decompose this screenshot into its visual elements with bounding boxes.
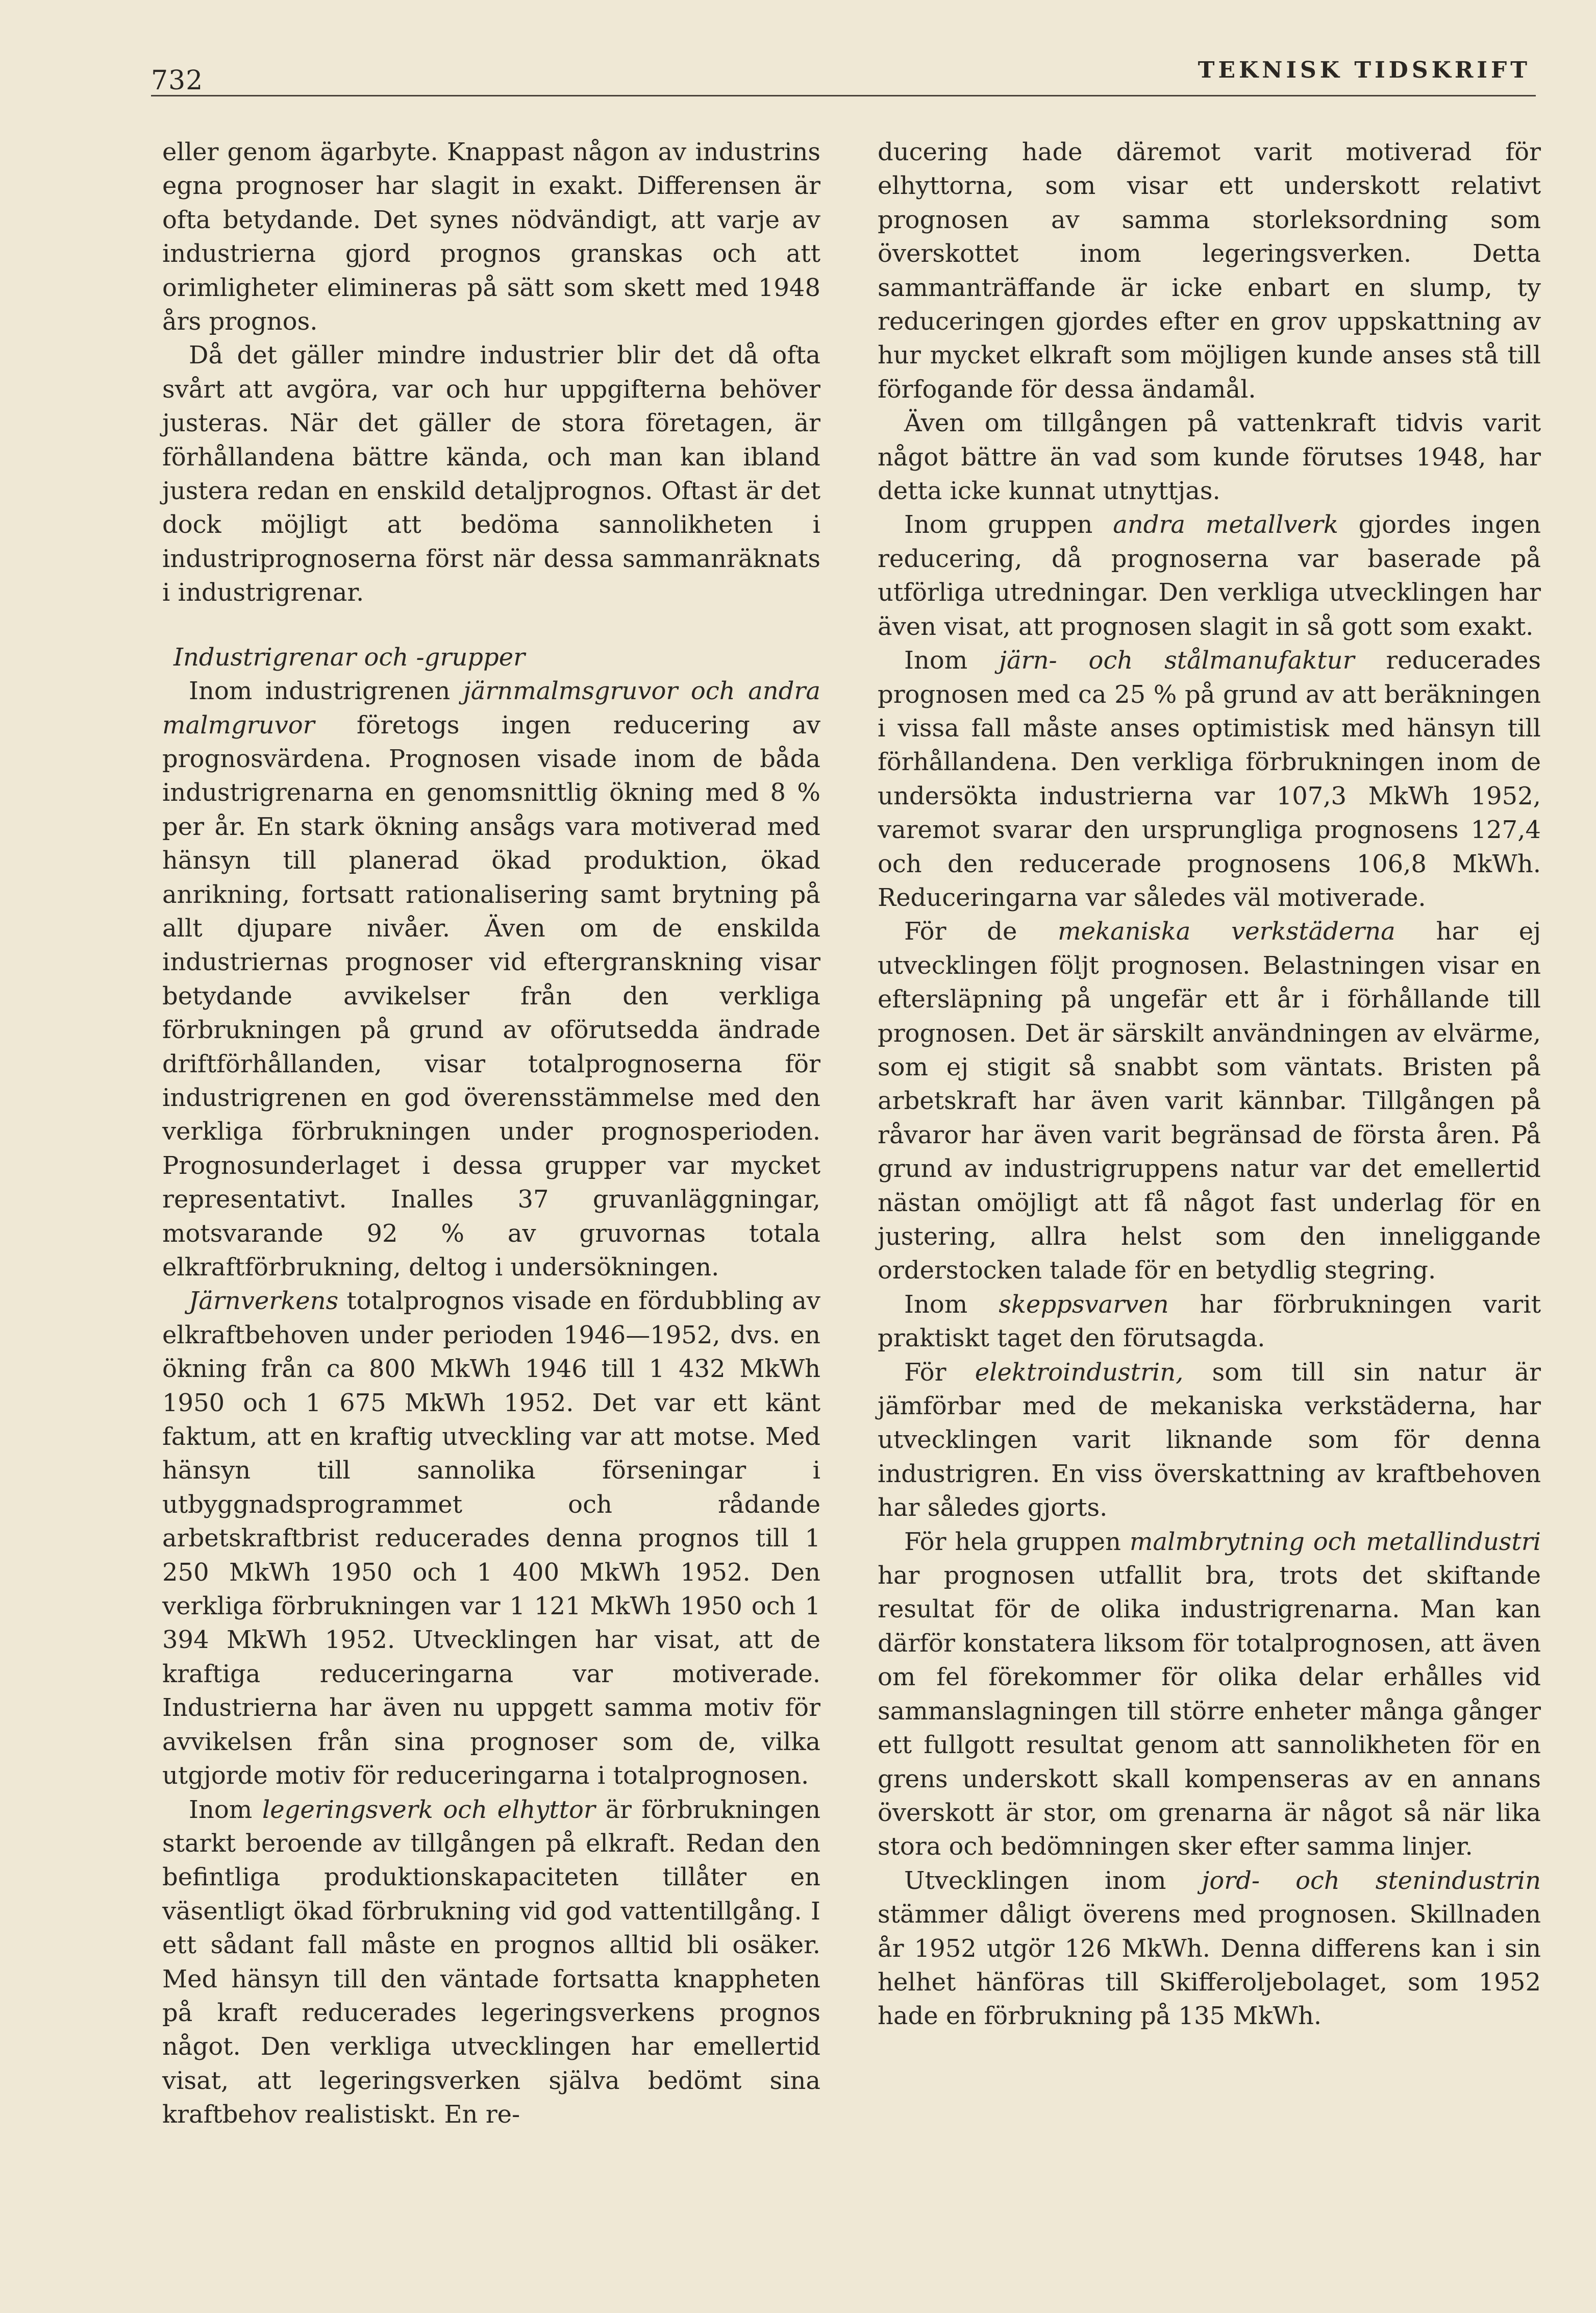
journal-title: TEKNISK TIDSKRIFT [1198, 57, 1531, 83]
paragraph: Inom gruppen andra metallverk gjordes ingen reducering, då prognoserna var baserade på utförliga utredningar. Den verkliga utvecklingen har även visat, att prognosen slagit in så gott som exakt. [878, 510, 1541, 641]
paragraph: För elektroindustrin, som till sin natur är jämförbar med de mekaniska verkstäderna, har utvecklingen varit liknande som för denna industrigren. En viss överskattning av kraftbehoven har således gjorts. [878, 1358, 1541, 1522]
right-column [878, 135, 1541, 2033]
section-heading: Industrigrenar och -grupper [173, 643, 526, 672]
header-rule [151, 95, 1536, 96]
page-number: 732 [151, 65, 204, 96]
paragraph: Inom järn- och stålmanufaktur reducerades prognosen med ca 25 % på grund av att beräkningen i vissa fall måste anses optimistisk med hänsyn till förhållandena. Den verkliga förbrukningen inom de undersökta industrierna var 107,3 MkWh 1952, varemot svarar den ursprungliga prognosens 127,4 och den reducerade prognosens 106,8 MkWh. Reduceringarna var således väl motiverade. [878, 646, 1541, 912]
paragraph: eller genom ägarbyte. Knappast någon av industrins egna prognoser har slagit in exakt. Differensen är ofta betydande. Det synes nödvändigt, att varje av industrierna gjord prognos granskas och att orimligheter elimineras på sätt som skett med 1948 års prognos. [162, 138, 820, 336]
paragraph: Järnverkens totalprognos visade en fördubbling av elkraftbehoven under perioden 1946—1952, dvs. en ökning från ca 800 MkWh 1946 till 1 432 MkWh 1950 och 1 675 MkWh 1952. Det var ett känt faktum, att en kraftig utveckling var att motse. Med hänsyn till sannolika förseningar i utbyggnadsprogrammet och rådande arbetskraftbrist reducerades denna prognos till 1 250 MkWh 1950 och 1 400 MkWh 1952. Den verkliga förbrukningen var 1 121 MkWh 1950 och 1 394 MkWh 1952. Utvecklingen har visat, att de kraftiga reduceringarna var motiverade. Industrierna har även nu uppgett samma motiv för avvikelsen från sina prognoser som de, vilka utgjorde motiv för reduceringarna i totalprognosen. [162, 1287, 820, 1790]
paragraph: För de mekaniska verkstäderna har ej utvecklingen följt prognosen. Belastningen visar en eftersläpning på ungefär ett år i förhållande till prognosen. Det är särskilt användningen av elvärme, som ej stigit så snabbt som väntats. Bristen på arbetskraft har även varit kännbar. Tillgången på råvaror har även varit begränsad de första åren. På grund av industrigruppens natur var det emellertid nästan omöjligt att få något fast underlag för en justering, allra helst som den inneliggande orderstocken talade för en betydlig stegring. [878, 917, 1541, 1285]
paragraph: Även om tillgången på vattenkraft tidvis varit något bättre än vad som kunde förutses 1948, har detta icke kunnat utnyttjas. [878, 409, 1541, 506]
paragraph: Inom skeppsvarven har förbrukningen varit praktiskt taget den förutsagda. [878, 1290, 1541, 1353]
paragraph: Då det gäller mindre industrier blir det då ofta svårt att avgöra, var och hur uppgifterna behöver justeras. När det gäller de stora företagen, är förhållandena bättre kända, och man kan ibland justera redan en enskild detaljprognos. Oftast är det dock möjligt att bedöma sannolikheten i industriprognoserna först när dessa sammanräknats i industrigrenar. [162, 341, 820, 607]
paragraph: ducering hade däremot varit motiverad för elhyttorna, som visar ett underskott relativt prognosen av samma storleksordning som överskottet inom legeringsverken. Detta sammanträffande är icke enbart en slump, ty reduceringen gjordes efter en grov uppskattning av hur mycket elkraft som möjligen kunde anses stå till förfogande för dessa ändamål. [878, 138, 1541, 404]
paragraph: Inom legeringsverk och elhyttor är förbrukningen starkt beroende av tillgången på elkraft. Redan den befintliga produktionskapaciteten tillåter en väsentligt ökad förbrukning vid god vattentillgång. I ett sådant fall måste en prognos alltid bli osäker. Med hänsyn till den väntade fortsatta knappheten på kraft reducerades legeringsverkens prognos något. Den verkliga utvecklingen har emellertid visat, att legeringsverken själva bedömt sina kraftbehov realistiskt. En re- [162, 1795, 821, 2129]
paragraph: För hela gruppen malmbrytning och metallindustri har prognosen utfallit bra, trots det skiftande resultat för de olika industrigrenarna. Man kan därför konstatera liksom för totalprognosen, att även om fel förekommer för olika delar erhålles vid sammanslagningen till större enheter många gånger ett fullgott resultat genom att sannolikheten för en grens underskott skall kompenseras av en annans överskott är stor, om grenarna är något så när lika stora och bedömningen sker efter samma linjer. [878, 1527, 1541, 1861]
paragraph: Inom industrigrenen järnmalmsgruvor och andra malmgruvor företogs ingen reducering av prognosvärdena. Prognosen visade inom de båda industrigrenarna en genomsnittlig ökning med 8 % per år. En stark ökning ansågs vara motiverad med hänsyn till planerad ökad produktion, ökad anrikning, fortsatt rationalisering samt brytning på allt djupare nivåer. Även om de enskilda industriernas prognoser vid eftergranskning visar betydande avvikelser från den verkliga förbrukningen på grund av oförutsedda ändrade driftförhållanden, visar totalprognoserna för industrigrenen en god överensstämmelse med den verkliga förbrukningen under prognosperioden. Prognosunderlaget i dessa grupper var mycket representativt. Inalles 37 gruvanläggningar, motsvarande 92 % av gruvornas totala elkraftförbrukning, deltog i undersökningen. [162, 677, 820, 1282]
paragraph: Utvecklingen inom jord- och stenindustrin stämmer dåligt överens med prognosen. Skillnaden år 1952 utgör 126 MkWh. Denna differens kan i sin helhet hänföras till Skifferoljebolaget, som 1952 hade en förbrukning på 135 MkWh. [878, 1866, 1541, 2031]
left-column [162, 135, 820, 2132]
